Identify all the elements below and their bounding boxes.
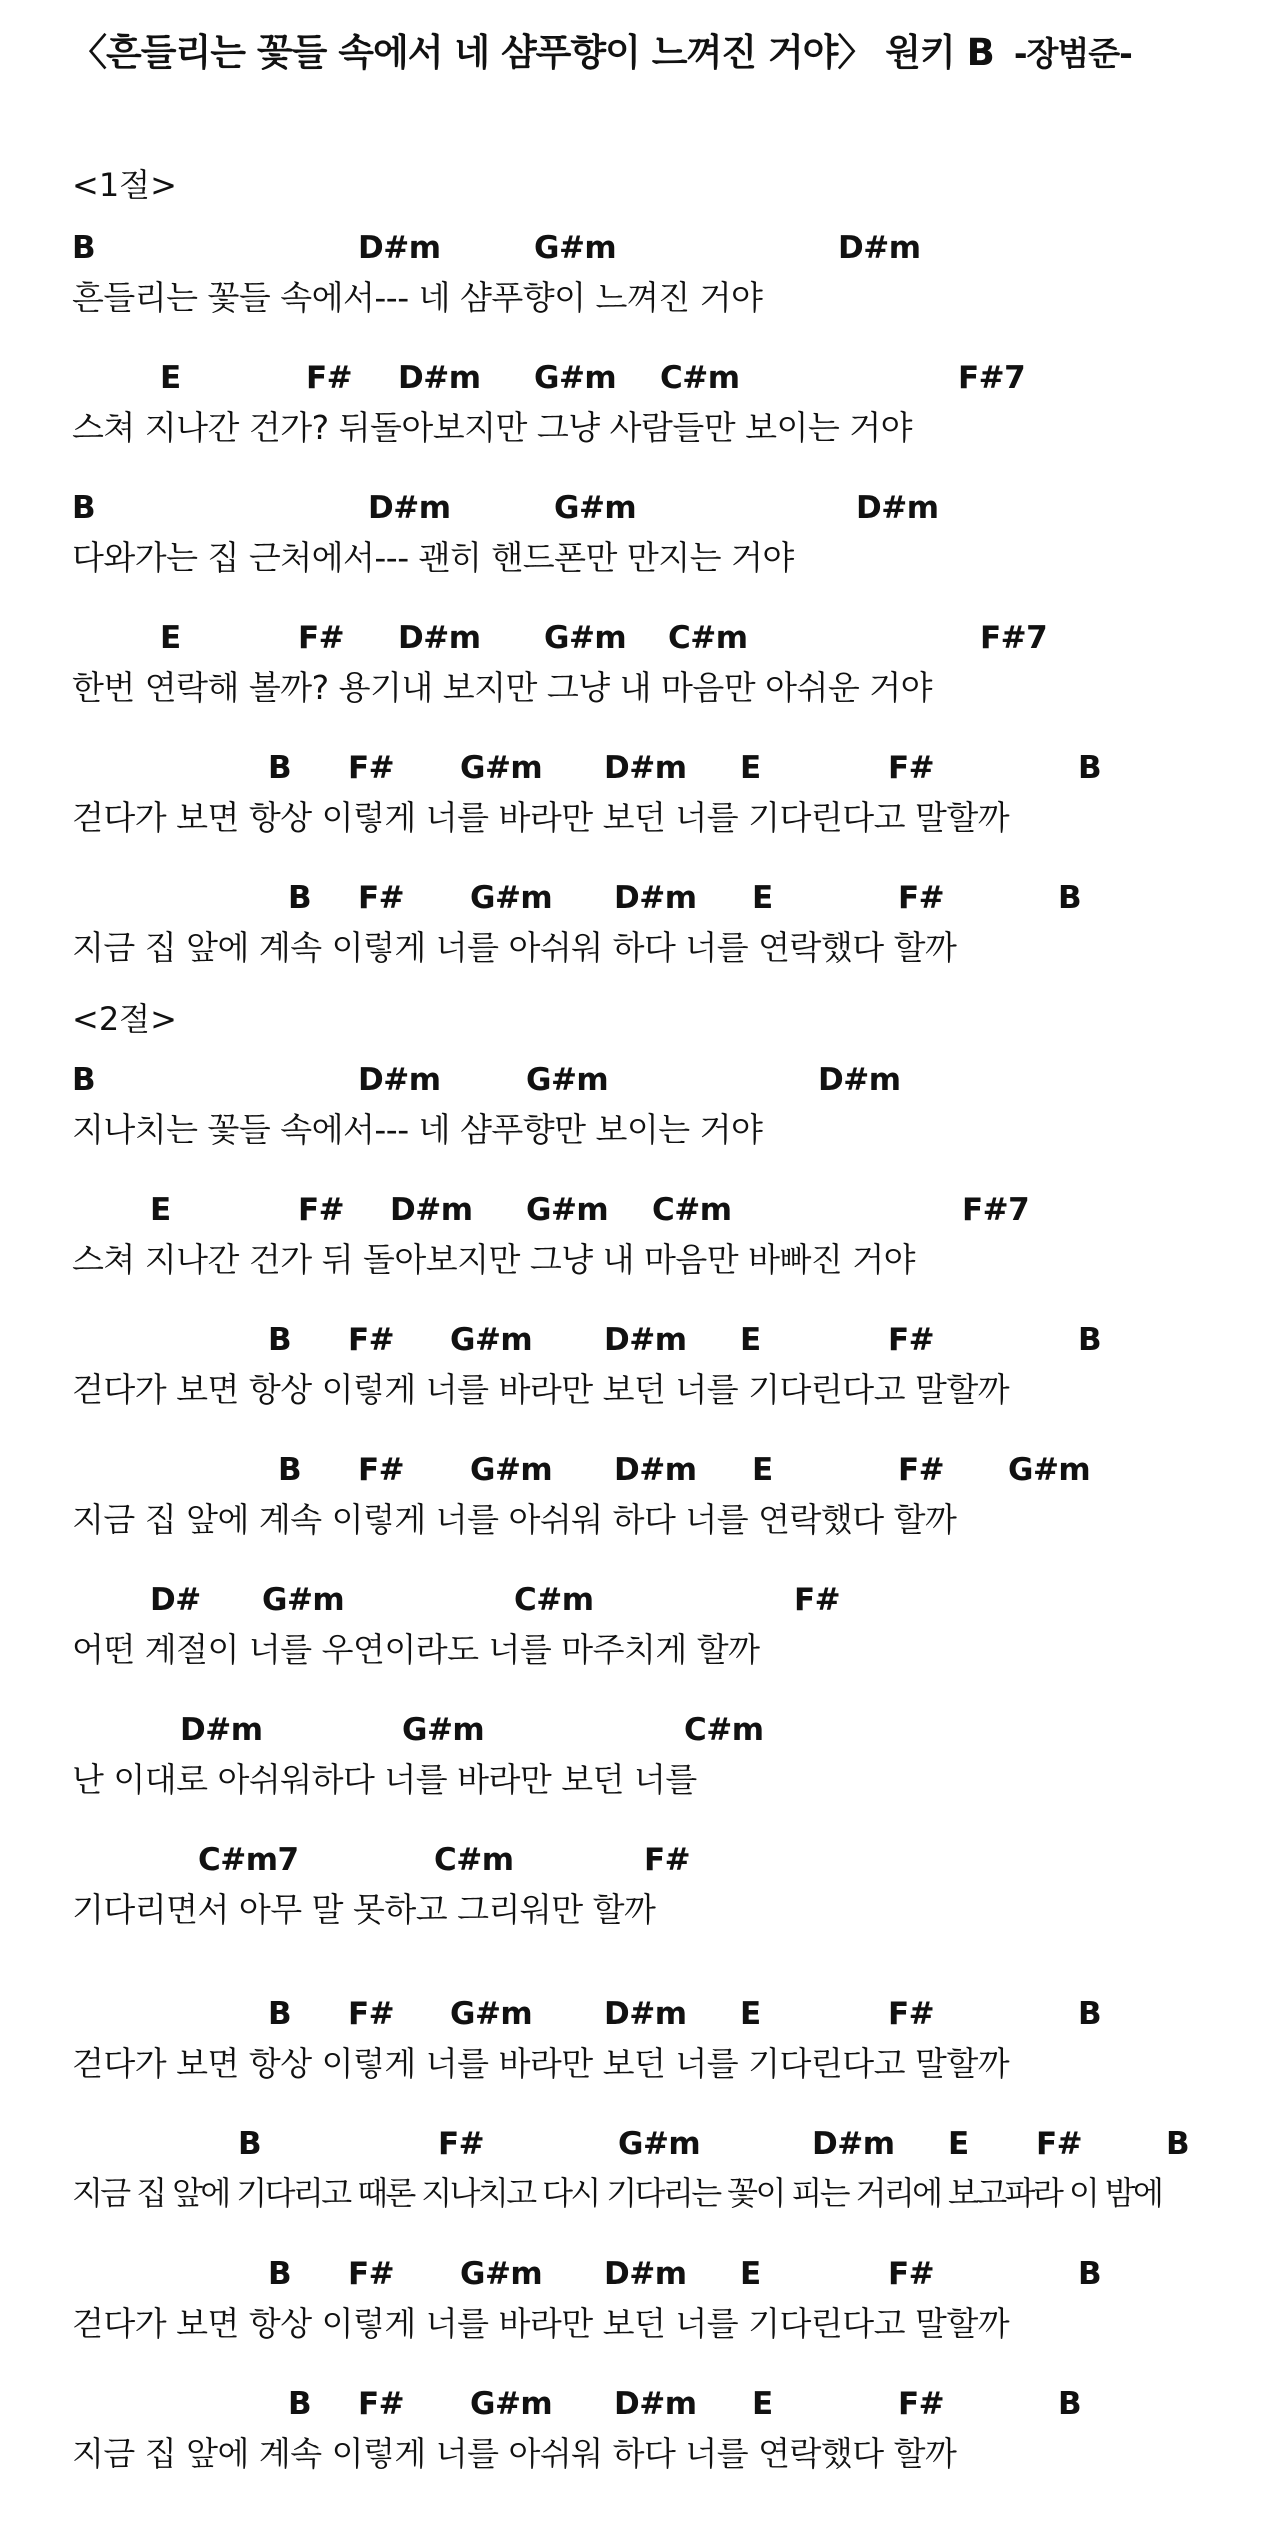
chord: D# [150, 1582, 201, 1618]
chord: B [268, 1322, 292, 1358]
chord: B [1078, 1996, 1102, 2032]
chord: C#m7 [198, 1842, 299, 1878]
chord: C#m [514, 1582, 594, 1618]
chord: B [268, 2256, 292, 2292]
chord: D#m [398, 620, 481, 656]
chord: D#m [358, 1062, 441, 1098]
chord: G#m [402, 1712, 485, 1748]
chord: E [740, 750, 761, 786]
chord: F# [348, 1996, 395, 2032]
chord: E [160, 620, 181, 656]
chord: G#m [534, 360, 617, 396]
song-title-text: 〈흔들리는 꽃들 속에서 네 샴푸향이 느껴진 거야〉 원키 B [70, 31, 994, 74]
chord: F# [298, 620, 345, 656]
chord: B [1058, 880, 1082, 916]
chord: F# [898, 2386, 945, 2422]
chord: B [72, 230, 96, 266]
chord: E [740, 2256, 761, 2292]
chord: E [948, 2126, 969, 2162]
chord: D#m [818, 1062, 901, 1098]
chord: G#m [470, 1452, 553, 1488]
chord: F# [644, 1842, 691, 1878]
chord: E [740, 1322, 761, 1358]
chord: D#m [604, 1996, 687, 2032]
chord: G#m [1008, 1452, 1091, 1488]
verse-label-2: <2절> [72, 1000, 177, 1038]
verse-label-1: <1절> [72, 166, 177, 204]
chord: E [752, 1452, 773, 1488]
chord: G#m [262, 1582, 345, 1618]
lyric-line: 흔들리는 꽃들 속에서--- 네 샴푸향이 느껴진 거야 [72, 278, 763, 317]
chord: D#m [614, 2386, 697, 2422]
chord: G#m [618, 2126, 701, 2162]
lyric-line: 걷다가 보면 항상 이렇게 너를 바라만 보던 너를 기다린다고 말할까 [72, 1370, 1010, 1409]
lyric-line: 기다리면서 아무 말 못하고 그리워만 할까 [72, 1890, 656, 1929]
chord: F# [348, 750, 395, 786]
chord: F# [358, 1452, 405, 1488]
chord: F# [358, 2386, 405, 2422]
chord: B [1166, 2126, 1190, 2162]
chord: E [752, 880, 773, 916]
chord: F# [1036, 2126, 1083, 2162]
chord: D#m [838, 230, 921, 266]
chord: B [288, 2386, 312, 2422]
lyric-line: 지나치는 꽃들 속에서--- 네 샴푸향만 보이는 거야 [72, 1110, 763, 1149]
chord: D#m [812, 2126, 895, 2162]
chord: F#7 [962, 1192, 1030, 1228]
chord: F# [348, 1322, 395, 1358]
chord: B [1078, 750, 1102, 786]
chord: B [238, 2126, 262, 2162]
chord: G#m [450, 1322, 533, 1358]
chord: F# [888, 1996, 935, 2032]
chord: E [160, 360, 181, 396]
chord: F# [888, 1322, 935, 1358]
chord: G#m [554, 490, 637, 526]
chord: G#m [534, 230, 617, 266]
chord: E [150, 1192, 171, 1228]
chord: F# [438, 2126, 485, 2162]
lyric-line: 걷다가 보면 항상 이렇게 너를 바라만 보던 너를 기다린다고 말할까 [72, 798, 1010, 837]
chord: E [740, 1996, 761, 2032]
chord: G#m [460, 750, 543, 786]
chord: G#m [526, 1192, 609, 1228]
chord: C#m [668, 620, 748, 656]
chord: D#m [604, 750, 687, 786]
chord: D#m [398, 360, 481, 396]
lyric-line: 걷다가 보면 항상 이렇게 너를 바라만 보던 너를 기다린다고 말할까 [72, 2044, 1010, 2083]
chord: F# [298, 1192, 345, 1228]
chord: D#m [358, 230, 441, 266]
chord: F# [888, 750, 935, 786]
chord: G#m [450, 1996, 533, 2032]
chord: D#m [368, 490, 451, 526]
chord: D#m [390, 1192, 473, 1228]
chord: F# [898, 1452, 945, 1488]
chord: B [1078, 1322, 1102, 1358]
song-author: -장범준- [1013, 34, 1132, 73]
chord: D#m [180, 1712, 263, 1748]
chord: G#m [460, 2256, 543, 2292]
chord: B [288, 880, 312, 916]
chord: B [72, 490, 96, 526]
chord: F# [358, 880, 405, 916]
chord: E [752, 2386, 773, 2422]
lyric-line: 스쳐 지나간 건가? 뒤돌아보지만 그냥 사람들만 보이는 거야 [72, 408, 913, 447]
chord: D#m [604, 2256, 687, 2292]
chord: F# [348, 2256, 395, 2292]
chord: D#m [614, 880, 697, 916]
chord: B [1078, 2256, 1102, 2292]
chord: B [268, 1996, 292, 2032]
chord: C#m [652, 1192, 732, 1228]
chord: F#7 [958, 360, 1026, 396]
lyric-line: 걷다가 보면 항상 이렇게 너를 바라만 보던 너를 기다린다고 말할까 [72, 2304, 1010, 2343]
lyric-line: 지금 집 앞에 기다리고 때론 지나치고 다시 기다리는 꽃이 피는 거리에 보고파라 이 밤에 [72, 2174, 1162, 2212]
chord: C#m [660, 360, 740, 396]
lyric-line: 지금 집 앞에 계속 이렇게 너를 아쉬워 하다 너를 연락했다 할까 [72, 2434, 957, 2473]
chord: B [268, 750, 292, 786]
chord: D#m [604, 1322, 687, 1358]
chord: F# [306, 360, 353, 396]
chord: F# [794, 1582, 841, 1618]
chord: D#m [856, 490, 939, 526]
chord: F# [888, 2256, 935, 2292]
lyric-line: 다와가는 집 근처에서--- 괜히 핸드폰만 만지는 거야 [72, 538, 794, 577]
lyric-line: 한번 연락해 볼까? 용기내 보지만 그냥 내 마음만 아쉬운 거야 [72, 668, 932, 707]
chord: B [72, 1062, 96, 1098]
chord: F#7 [980, 620, 1048, 656]
chord: B [1058, 2386, 1082, 2422]
lyric-line: 어떤 계절이 너를 우연이라도 너를 마주치게 할까 [72, 1630, 760, 1669]
chord: B [278, 1452, 302, 1488]
lyric-line: 난 이대로 아쉬워하다 너를 바라만 보던 너를 [72, 1760, 697, 1799]
chord: F# [898, 880, 945, 916]
chord: G#m [544, 620, 627, 656]
lyric-line: 스쳐 지나간 건가 뒤 돌아보지만 그냥 내 마음만 바빠진 거야 [72, 1240, 915, 1279]
chord: C#m [434, 1842, 514, 1878]
lyric-line: 지금 집 앞에 계속 이렇게 너를 아쉬워 하다 너를 연락했다 할까 [72, 928, 957, 967]
chord: C#m [684, 1712, 764, 1748]
chord: G#m [526, 1062, 609, 1098]
chord: G#m [470, 2386, 553, 2422]
chord: D#m [614, 1452, 697, 1488]
chord: G#m [470, 880, 553, 916]
lyric-line: 지금 집 앞에 계속 이렇게 너를 아쉬워 하다 너를 연락했다 할까 [72, 1500, 957, 1539]
song-title [70, 22, 1132, 76]
